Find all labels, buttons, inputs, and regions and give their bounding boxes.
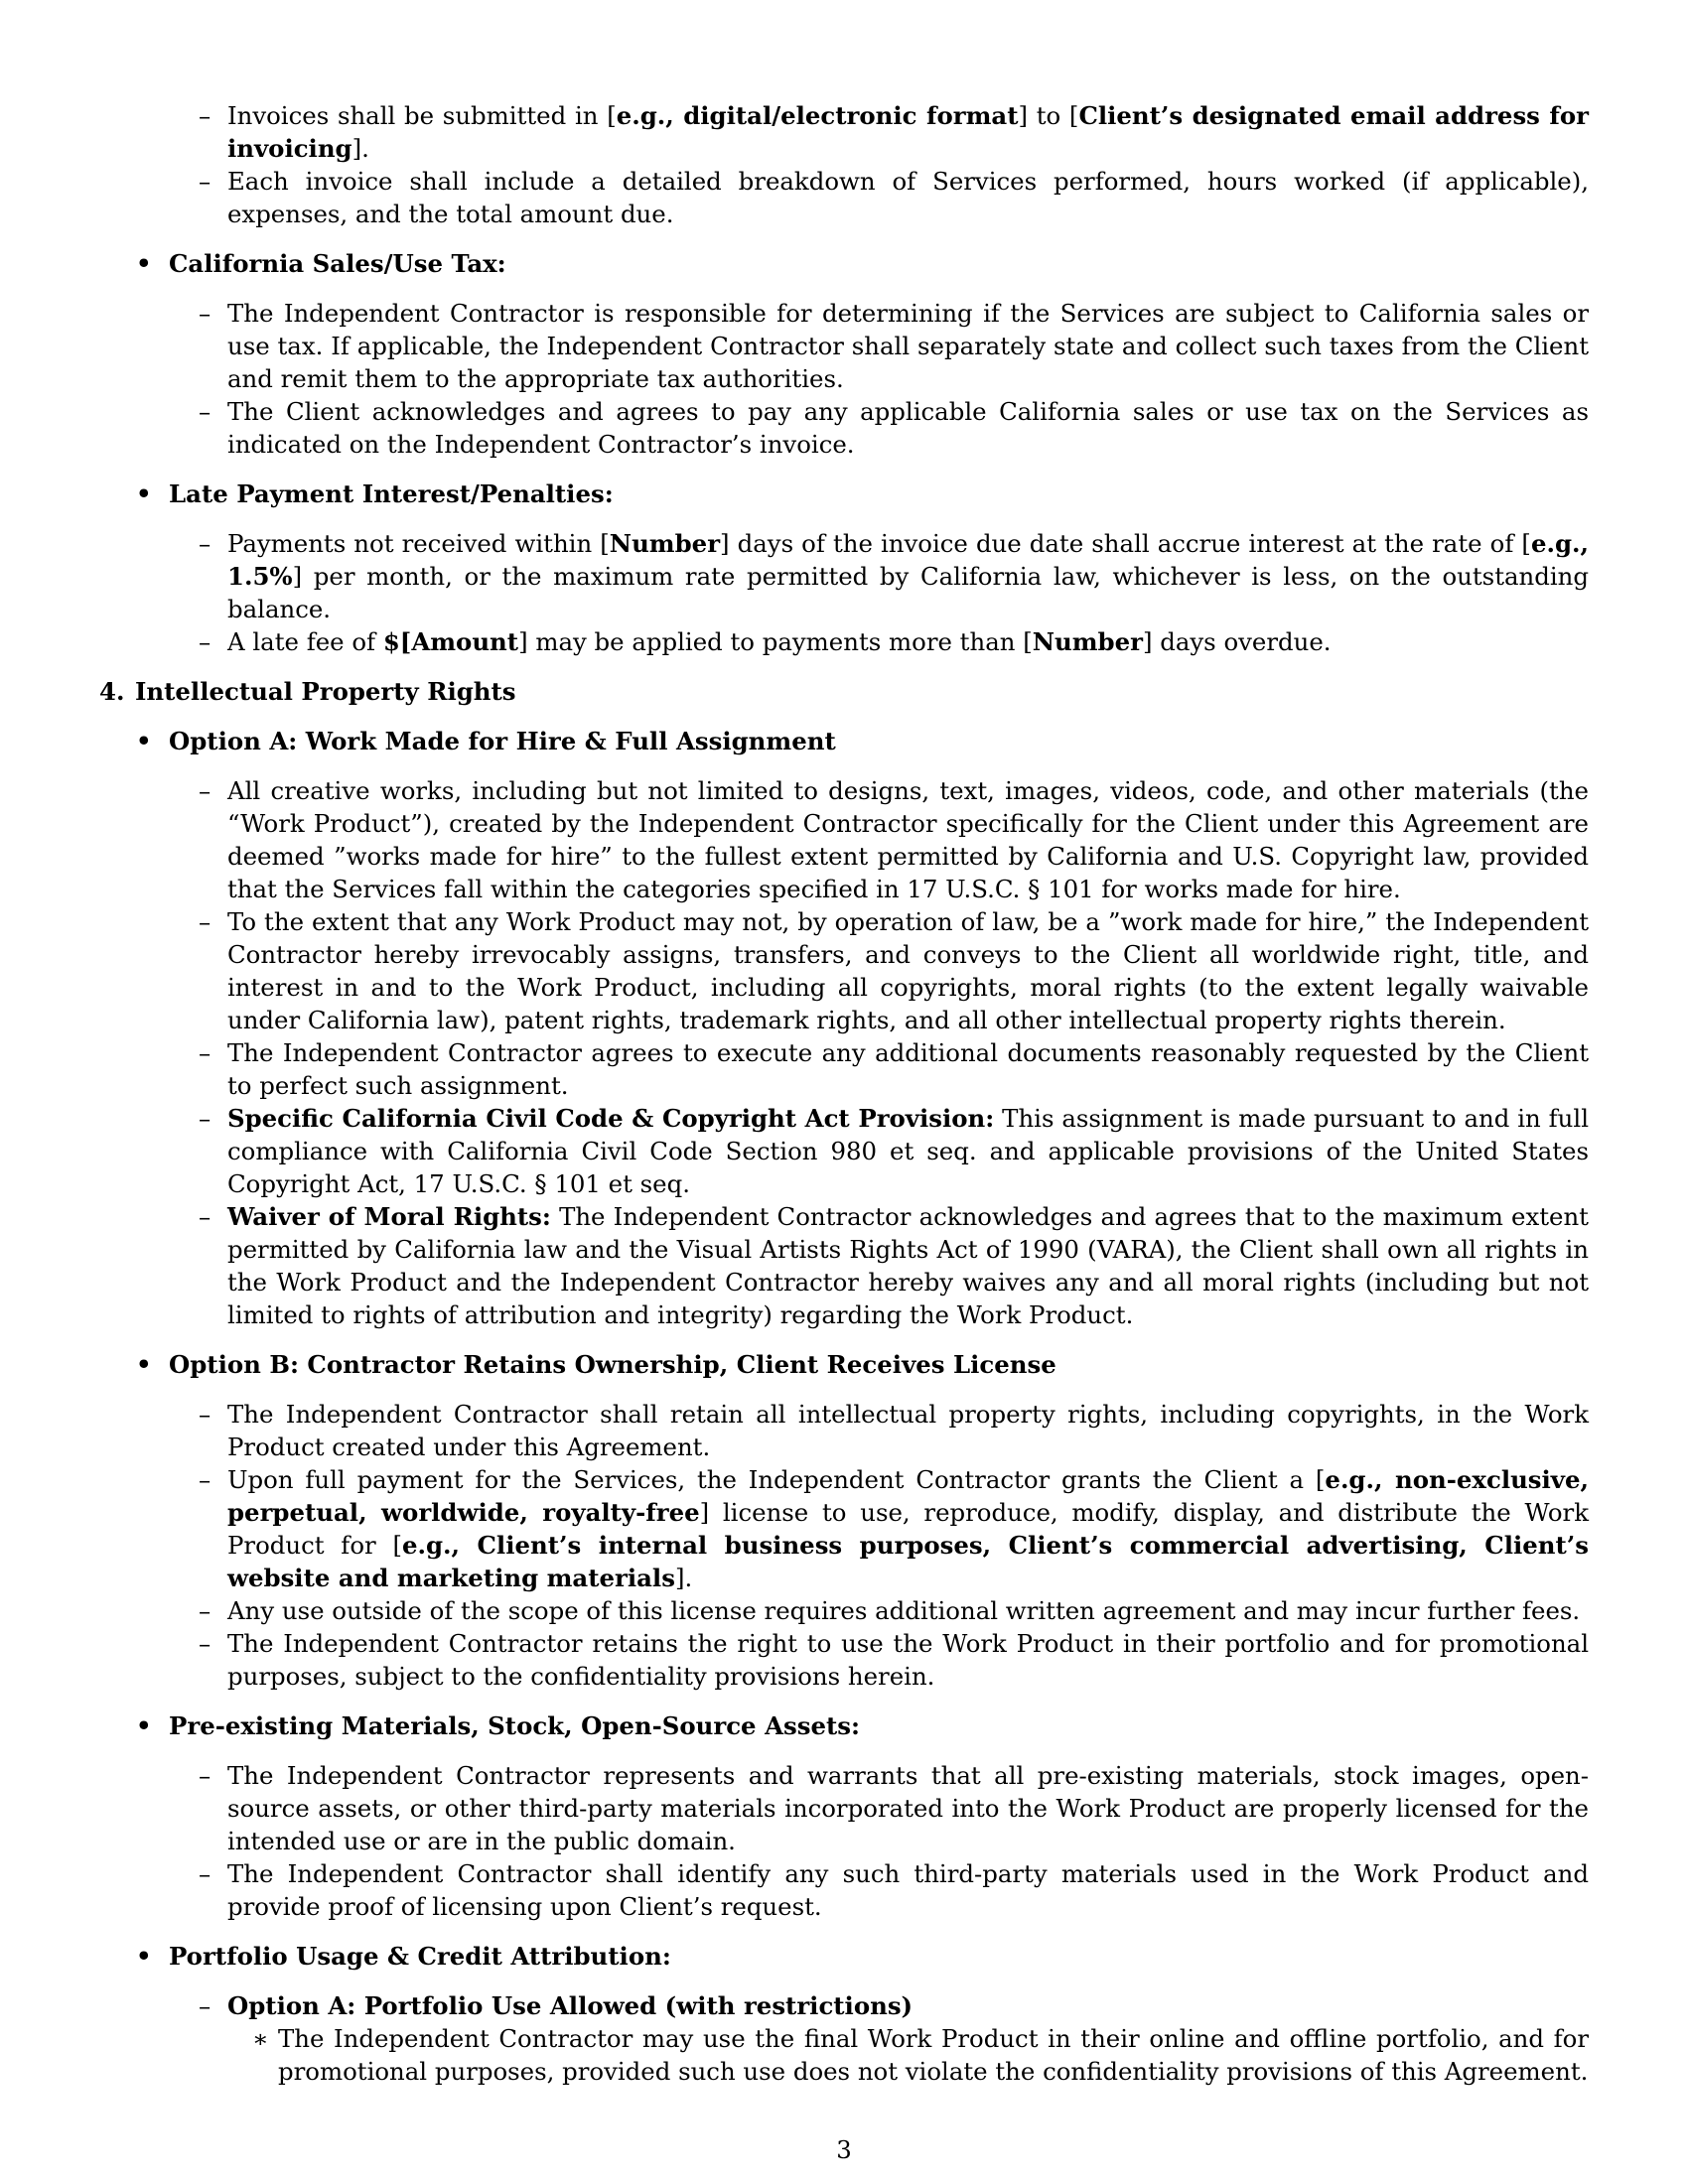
work-for-hire-item: – All creative works, including but not limited to designs, text, images, videos, code, and other materials (the “Work Product”), created by the Independent Contractor specifically for the Client under this Agreement are deemed ”works made for hire” to the fullest extent permitted by California and U.S. Copyright law, provided that the Services fall within the categories specified in 17 U.S.C. § 101 for works made for hire.	[199, 776, 1589, 903]
assignment-item: – To the extent that any Work Product may not, by operation of law, be a ”work made for hire,” the Independent Contractor hereby irrevocably assigns, transfers, and conveys to the Client all worldwide right, title, and interest in and to the Work Product, including all copyrights, moral rights (to the extent legally waivable under California law), patent rights, trademark rights, and all other intellectual property rights therein.	[199, 907, 1589, 1034]
portfolio-option-a-heading: – Option A: Portfolio Use Allowed (with restrictions)	[199, 1991, 914, 2020]
option-a-heading: • Option A: Work Made for Hire & Full Assignment	[136, 727, 836, 755]
page-content	[99, 99, 1589, 2088]
execute-documents-item: – The Independent Contractor agrees to execute any additional documents reasonably requested by the Client to perfect such assignment.	[199, 1038, 1589, 1100]
sales-tax-item: – The Independent Contractor is responsible for determining if the Services are subject to California sales or use tax. If applicable, the Independent Contractor shall separately state and collect such taxes from the Client and remit them to the appropriate tax authorities.	[199, 299, 1589, 393]
license-scope-item: – Any use outside of the scope of this license requires additional written agreement and may incur further fees.	[199, 1596, 1581, 1625]
sales-tax-heading: • California Sales/Use Tax:	[136, 249, 506, 278]
invoice-breakdown-item: – Each invoice shall include a detailed breakdown of Services performed, hours worked (if applicable), expenses, and the total amount due.	[199, 167, 1589, 228]
invoice-format-item: – Invoices shall be submitted in [e.g., digital/electronic format] to [Client’s designated email address for invoicing].	[199, 101, 1589, 163]
preexisting-identify-item: – The Independent Contractor shall identify any such third-party materials used in the Work Product and provide proof of licensing upon Client’s request.	[199, 1859, 1589, 1921]
section-heading: 4. Intellectual Property Rights	[99, 677, 516, 706]
late-payment-interest-item: – Payments not received within [Number] days of the invoice due date shall accrue interest at the rate of [e.g., 1.5%] per month, or the maximum rate permitted by California law, whichever is less, on the outstanding balance.	[199, 529, 1589, 623]
retain-rights-item: – The Independent Contractor shall retain all intellectual property rights, including copyrights, in the Work Product created under this Agreement.	[199, 1400, 1589, 1461]
moral-rights-item: – Waiver of Moral Rights: The Independent Contractor acknowledges and agrees that to the maximum extent permitted by California law and the Visual Artists Rights Act of 1990 (VARA), the Client shall own all rights in the Work Product and the Independent Contractor hereby waives any and all moral rights (including but not limited to rights of attribution and integrity) regarding the Work Product.	[199, 1202, 1589, 1329]
license-grant-item: – Upon full payment for the Services, the Independent Contractor grants the Client a [e.g., non-exclusive, perpetual, worldwide, royalty-free] license to use, reproduce, modify, display, and distribute the Work Product for [e.g., Client’s internal business purposes, Client’s commercial advertising, Client’s website and marketing materials].	[199, 1465, 1589, 1592]
portfolio-option-a-item: ∗ The Independent Contractor may use the final Work Product in their online and offline portfolio, and for promotional purposes, provided such use does not violate the confidentiality provisions of this Agreement.	[252, 2024, 1589, 2086]
page-number: 3	[836, 2135, 852, 2164]
civil-code-item: – Specific California Civil Code & Copyright Act Provision: This assignment is made pursuant to and in full compliance with California Civil Code Section 980 et seq. and applicable provisions of the United States Copyright Act, 17 U.S.C. § 101 et seq.	[199, 1104, 1589, 1198]
portfolio-usage-heading: • Portfolio Usage & Credit Attribution:	[136, 1942, 671, 1971]
preexisting-materials-heading: • Pre-existing Materials, Stock, Open-Source Assets:	[136, 1711, 860, 1740]
sales-tax-item: – The Client acknowledges and agrees to pay any applicable California sales or use tax on the Services as indicated on the Independent Contractor’s invoice.	[199, 397, 1589, 459]
portfolio-right-item: – The Independent Contractor retains the right to use the Work Product in their portfolio and for promotional purposes, subject to the confidentiality provisions herein.	[199, 1629, 1589, 1691]
option-b-heading: • Option B: Contractor Retains Ownership, Client Receives License	[136, 1350, 1056, 1379]
late-payment-heading: • Late Payment Interest/Penalties:	[136, 479, 614, 508]
preexisting-warranty-item: – The Independent Contractor represents and warrants that all pre-existing materials, stock images, open-source assets, or other third-party materials incorporated into the Work Product are properly licensed for the intended use or are in the public domain.	[199, 1761, 1589, 1855]
late-fee-item: – A late fee of $[Amount] may be applied to payments more than [Number] days overdue.	[199, 627, 1332, 656]
